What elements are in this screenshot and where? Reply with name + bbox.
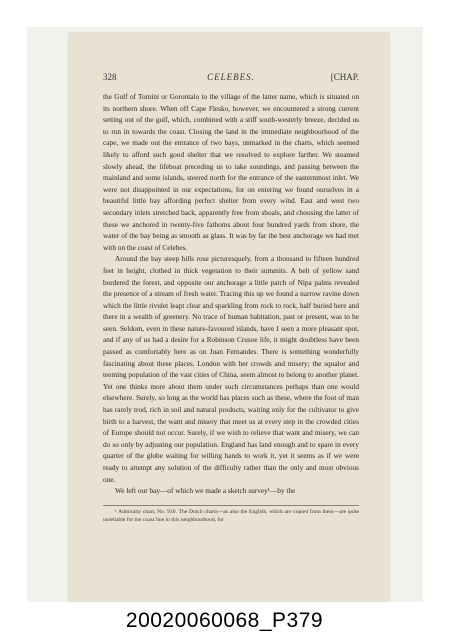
- body-text: [103, 91, 359, 497]
- page-number: 328: [103, 72, 117, 82]
- book-page: [69, 33, 389, 601]
- paragraph: We left our bay—of which we made a sketch survey¹—by the: [115, 486, 296, 496]
- footnote-marker: ¹: [115, 509, 117, 515]
- footnote-text: Admiralty chart, No. 930. The Dutch charts—as also the English, which are copied from them—are quite unreliable for the coast line in this neighbourhood, for: [103, 509, 359, 524]
- paragraph: the Gulf of Tomini or Gorontalo to the village of the latter name, which is situated on its northern shore. When off Cape Flesko, however, we encountered a strong current setting out of the gulf, which, combined with a stiff south-westerly breeze, decided us to run in towards the coast. Closing the land in the immediate neighbourhood of the cape, we made out the entrance of two bays, unmarked in the charts, which seemed likely to afford such good shelter that we resolved to explore farther. We steamed slowly ahead, the lifeboat preceding us to take soundings, and passing between the mainland and some islands, steered north for the entrance of the easternmost inlet. We were not disappointed in our expectations, for on entering we found ourselves in a beautiful little bay affording perfect shelter from every wind. East and west two secondary inlets stretched back, apparently free from shoals, and choosing the latter of these we anchored in twenty-five fathoms about four hundred yards from shore, the water of the bay being as smooth as glass. It was by far the best anchorage we had met with on the coast of Celebes.: [103, 92, 359, 252]
- footnote-rule: [103, 505, 359, 506]
- footnote: [103, 508, 359, 524]
- chapter-mark: [CHAP.: [330, 72, 359, 82]
- running-title: CELEBES.: [207, 72, 255, 82]
- image-caption: 20020060068_P379: [125, 609, 324, 632]
- running-header: [103, 72, 359, 84]
- paragraph: Around the bay steep hills rose picturesquely, from a thousand to fifteen hundred feet in height, clothed in thick vegetation to their summits. A belt of yellow sand bordered the forest, and opposite our anchorage a little patch of Nipa palms revealed the presence of a stream of fresh water. Tracing this up we found a narrow ravine down which the little rivulet leapt clear and sparkling from rock to rock, half buried here and there in a wealth of greenery. No trace of human habitation, past or present, was to be seen. Seldom, even in these nature-favoured islands, have I seen a more pleasant spot, and if any of us had a desire for a Robinson Crusoe life, it might doubtless have been passed as comfortably here as on Juan Fernandes. There is something wonderfully fascinating about these places. London with her crowds and misery; the squalor and teeming population of the vast cities of China, seem almost to belong to another planet. Yet one thinks more about them under such circumstances perhaps than one would elsewhere. Surely, so long as the world has places such as these, where the foot of man has rarely trod, rich in soil and natural products, waiting only for the cultivator to give birth to a harvest, the want and misery that meet us at every step in the crowded cities of Europe should not occur. Surely, if we wish to relieve that want and misery, we can do so only by adjusting our population. England has land enough and to spare in every quarter of the globe waiting for willing hands to work it, yet it seems as if we were ready to attempt any solution of the difficulty rather than the only and most obvious one.: [103, 254, 359, 484]
